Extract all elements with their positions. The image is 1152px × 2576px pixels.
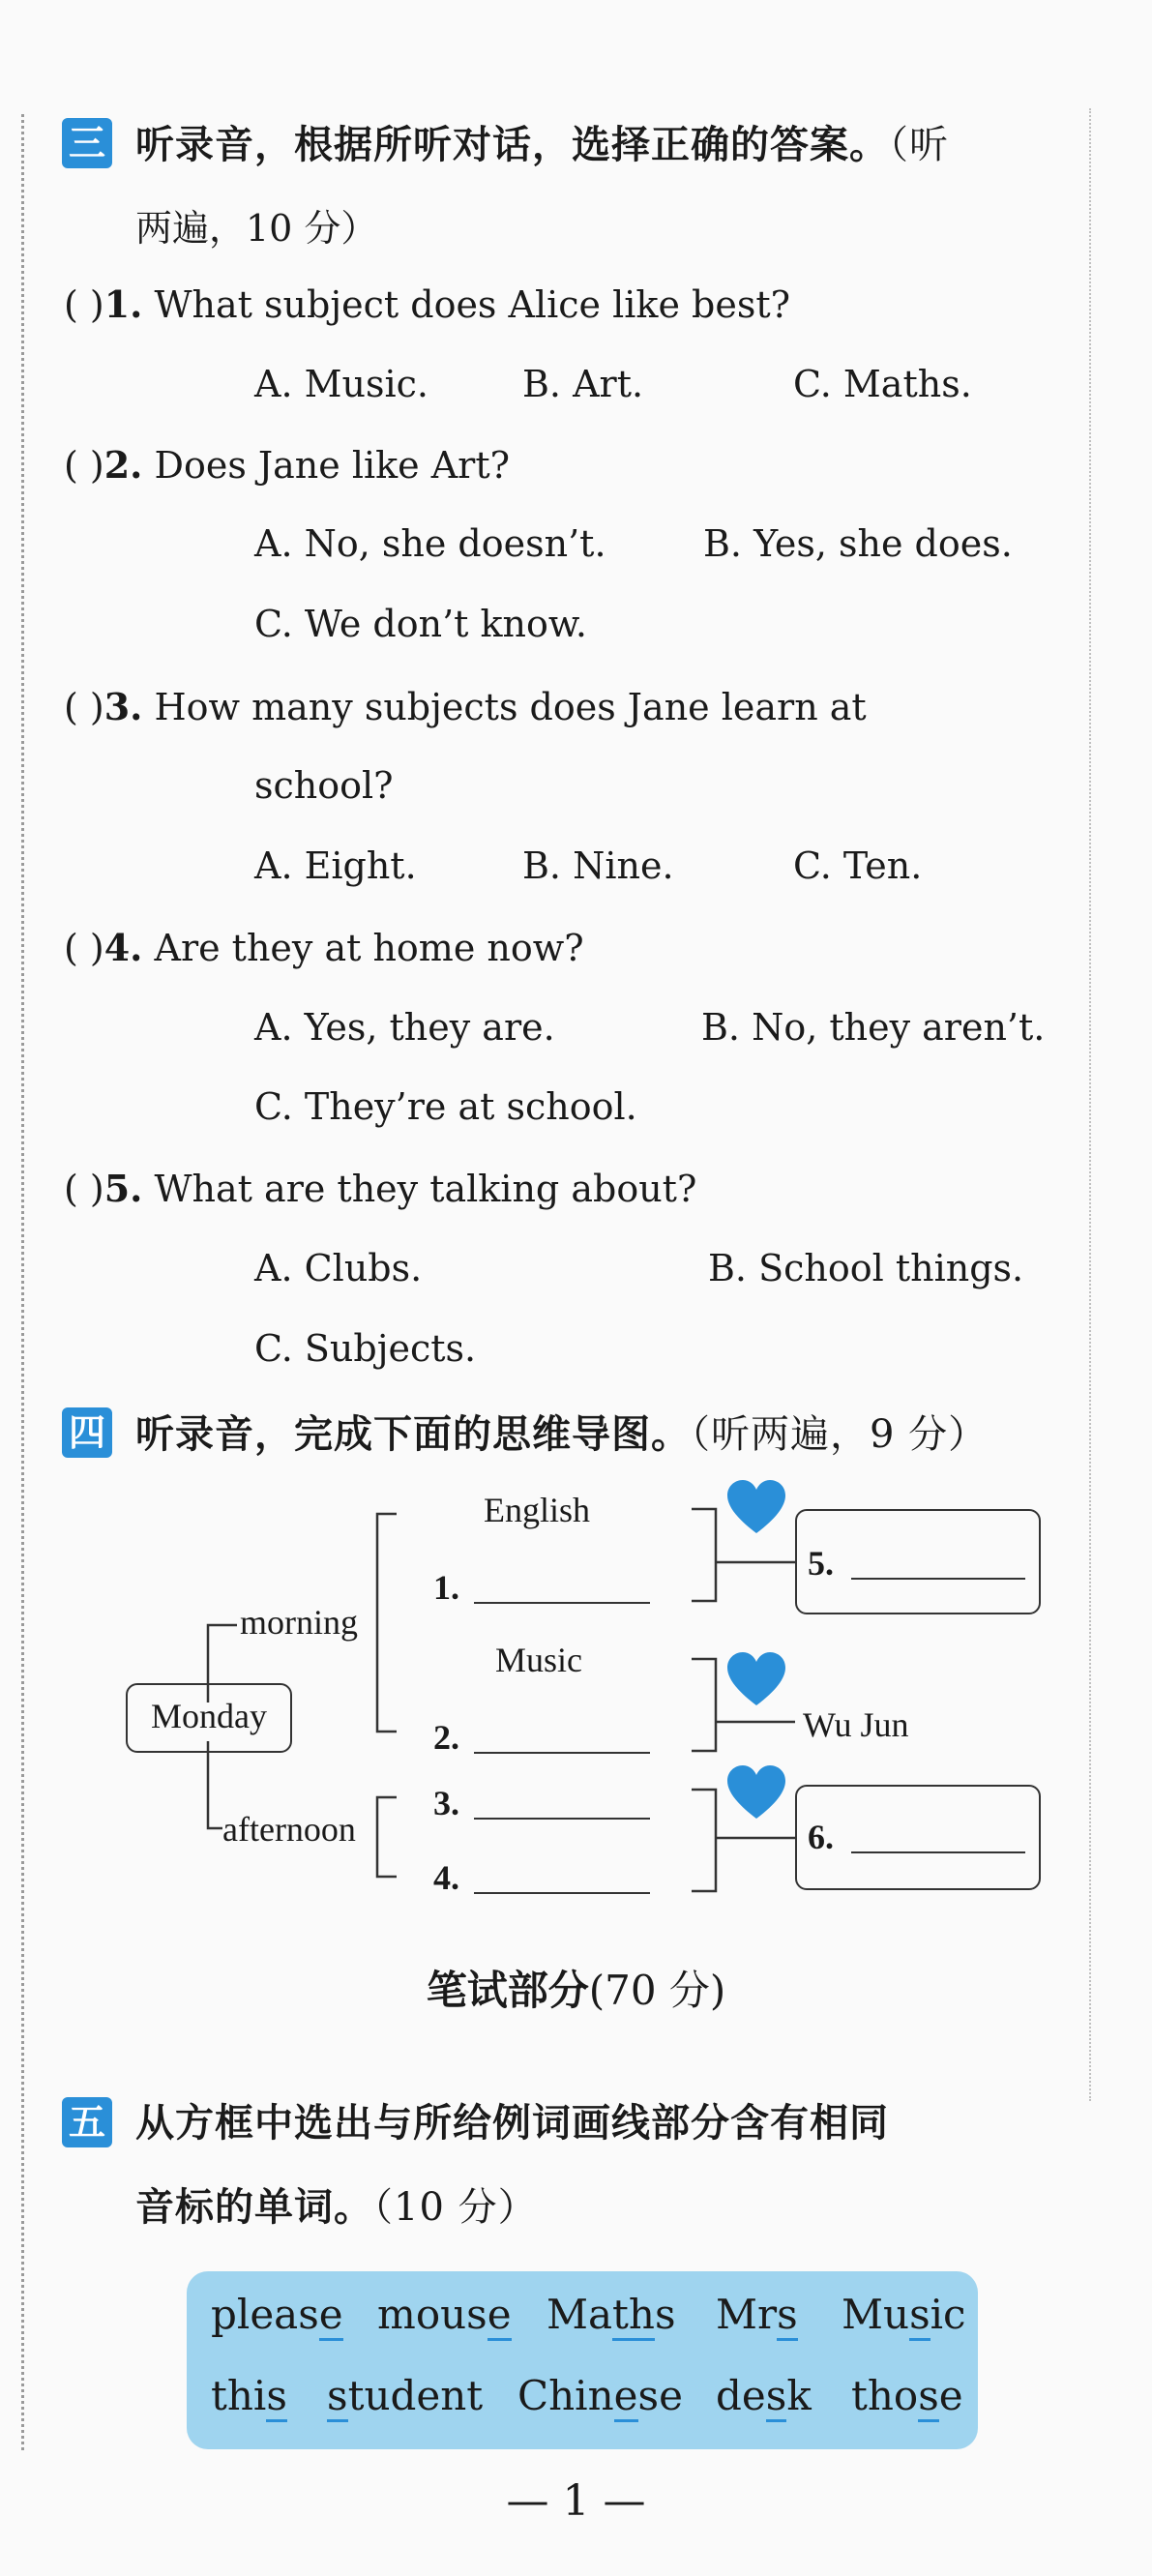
blank-6-number: 6.	[808, 1818, 834, 1856]
option-c[interactable]: C. Maths.	[793, 363, 972, 405]
word-those[interactable]: those	[851, 2372, 963, 2419]
section-4-title-text: 听录音，完成下面的思维导图。	[135, 1412, 691, 1457]
option-b[interactable]: B. Yes, she does.	[703, 522, 1013, 565]
written-part-heading	[0, 1959, 1152, 2017]
mindmap-root: Monday	[151, 1697, 267, 1735]
heart-icon	[727, 1480, 785, 1533]
page-number: — 1 —	[506, 2476, 646, 2526]
morning-label: morning	[240, 1603, 358, 1642]
answer-paren[interactable]: ( )	[64, 1168, 104, 1210]
question-text: How many subjects does Jane learn at	[154, 686, 867, 728]
blank-1-number[interactable]: 1.	[433, 1568, 459, 1607]
option-a[interactable]: A. Yes, they are.	[254, 1006, 555, 1049]
option-c[interactable]: C. Subjects.	[254, 1327, 477, 1370]
question-text: Are they at home now?	[154, 927, 584, 969]
heart-icon	[727, 1765, 785, 1819]
option-c[interactable]: C. They’re at school.	[254, 1085, 637, 1128]
afternoon-branch-line	[208, 1741, 222, 1828]
option-b[interactable]: B. School things.	[708, 1247, 1024, 1289]
word-this[interactable]: this	[211, 2372, 287, 2419]
english-right-bracket	[692, 1509, 716, 1601]
question-text: What subject does Alice like best?	[154, 283, 790, 326]
section-3-title-text: 听录音，根据所听对话，选择正确的答案。	[135, 123, 889, 167]
option-a[interactable]: A. Music.	[254, 363, 428, 405]
section-5-title-paren: （10 分）	[373, 2185, 538, 2230]
answer-paren[interactable]: ( )	[64, 283, 104, 326]
word-student[interactable]: student	[327, 2372, 483, 2419]
morning-bracket	[377, 1514, 397, 1732]
question-number: 3.	[103, 685, 143, 728]
option-b[interactable]: B. Art.	[522, 363, 644, 405]
question-text: Does Jane like Art?	[154, 444, 510, 487]
section-badge-3: 三	[62, 118, 112, 168]
afternoon-bracket	[377, 1797, 397, 1877]
answer-paren[interactable]: ( )	[64, 927, 104, 969]
word-please[interactable]: please	[211, 2291, 343, 2338]
word-mrs[interactable]: Mrs	[716, 2291, 798, 2338]
blank-3-number[interactable]: 3.	[433, 1784, 459, 1822]
answer-paren[interactable]: ( )	[64, 444, 104, 487]
word-desk[interactable]: desk	[716, 2372, 812, 2419]
option-a[interactable]: A. No, she doesn’t.	[254, 522, 606, 565]
section-3-title-paren: （听	[889, 123, 949, 167]
answer-paren[interactable]: ( )	[64, 686, 104, 728]
section-badge-4: 四	[62, 1407, 112, 1458]
question-number: 5.	[103, 1167, 143, 1210]
afternoon-label: afternoon	[222, 1810, 356, 1849]
blank-2-number[interactable]: 2.	[433, 1718, 459, 1757]
music-label: Music	[495, 1641, 582, 1679]
question-text: What are they talking about?	[154, 1168, 697, 1210]
heart-icon	[727, 1652, 785, 1705]
written-paren: (70 分)	[588, 1967, 726, 2014]
option-a[interactable]: A. Clubs.	[254, 1247, 423, 1289]
question-number: 1.	[103, 282, 143, 326]
option-b[interactable]: B. Nine.	[522, 844, 674, 887]
hearts	[727, 1480, 785, 1819]
written-title: 笔试部分	[426, 1967, 589, 2014]
blank-4-number[interactable]: 4.	[433, 1858, 459, 1897]
option-c[interactable]: C. Ten.	[793, 844, 923, 887]
question-number: 4.	[103, 926, 143, 969]
english-label: English	[484, 1491, 591, 1529]
section-5-title-text2: 音标的单词。	[135, 2185, 373, 2230]
question-3-line2: school?	[254, 764, 394, 807]
option-a[interactable]: A. Eight.	[254, 844, 417, 887]
afternoon-right-bracket	[692, 1790, 716, 1891]
section-5-title-line2	[135, 2176, 538, 2232]
wu-jun-label: Wu Jun	[803, 1705, 909, 1744]
question-number: 2.	[103, 443, 143, 487]
word-maths[interactable]: Maths	[546, 2291, 676, 2338]
section-3-title-line2: 两遍，10 分）	[135, 207, 378, 250]
word-chinese[interactable]: Chinese	[517, 2372, 683, 2419]
option-b[interactable]: B. No, they aren’t.	[701, 1006, 1046, 1049]
section-4-title-paren: （听两遍，9 分）	[691, 1412, 989, 1457]
word-music[interactable]: Music	[842, 2291, 966, 2338]
option-c[interactable]: C. We don’t know.	[254, 603, 587, 645]
blank-5-number: 5.	[808, 1544, 834, 1583]
section-5-title: 从方框中选出与所给例词画线部分含有相同	[135, 2101, 889, 2146]
word-mouse[interactable]: mouse	[377, 2291, 512, 2338]
music-right-bracket	[692, 1659, 716, 1751]
section-badge-5: 五	[62, 2097, 112, 2147]
